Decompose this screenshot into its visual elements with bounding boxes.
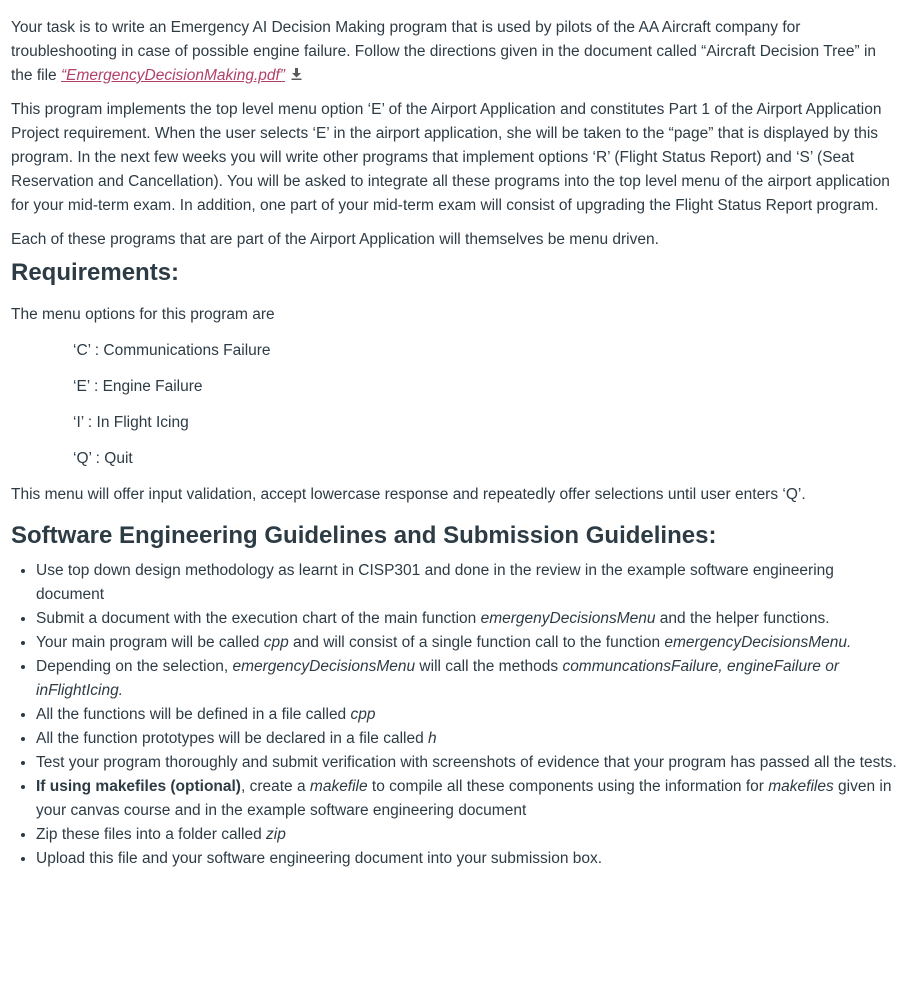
intro-text: Your task is to write an Emergency AI Decision Making program that is used by pilots of the AA Aircraft company for troubleshooting in case of possible engine failure. Follow the directions given in the document called “Aircraft Decision Tree” in the file <box>11 19 877 84</box>
list-item-text: Zip these files into a folder called <box>36 826 267 843</box>
list-item-text: and the helper functions. <box>655 610 830 627</box>
list-item <box>36 703 897 727</box>
list-item <box>36 823 897 847</box>
list-item <box>36 727 897 751</box>
list-item-text: and will consist of a single function call to the function <box>288 634 665 651</box>
method-names: communcationsFailure, engineFailure or inFlightIcing. <box>36 658 839 699</box>
list-item <box>36 655 897 703</box>
list-item-text: Submit a document with the execution chart of the main function <box>36 610 481 627</box>
menu-option-e: ‘E’ : Engine Failure <box>73 378 203 395</box>
file-name: cpp <box>350 706 376 723</box>
file-name: makefile <box>309 778 368 795</box>
list-item <box>36 775 897 823</box>
term: makefiles <box>768 778 834 795</box>
list-item-text: Your main program will be called <box>36 634 264 651</box>
list-item-text: will call the methods <box>415 658 563 675</box>
guidelines-list <box>11 559 897 871</box>
menu-validation-note: This menu will offer input validation, accept lowercase response and repeatedly offer selections until user enters ‘Q’. <box>11 486 806 503</box>
list-item-text: All the functions will be defined in a file called <box>36 706 351 723</box>
list-item <box>36 631 897 655</box>
file-name: cpp <box>263 634 289 651</box>
list-item <box>36 607 897 631</box>
intro-paragraph-2: This program implements the top level menu option ‘E’ of the Airport Application and constitutes Part 1 of the Airport Application Project requirement. When the user selects ‘E’ in the airport application, she will be taken to the “page” that is displayed by this program. In the next few weeks you will write other programs that implement options ‘R’ (Flight Status Report) and ‘S’ (Seat Reservation and Cancellation). You will be asked to integrate all these programs into the top level menu of the airport application for your mid-term exam. In addition, one part of your mid-term exam will consist of upgrading the Flight Status Report program. <box>11 101 890 214</box>
list-item: • Test your program thoroughly and submit verification with screenshots of evidence that your program has passed all the tests. <box>36 751 897 775</box>
file-name: h <box>428 730 437 747</box>
list-item-text: Depending on the selection, <box>36 658 233 675</box>
function-name: emergenyDecisionsMenu <box>480 610 656 627</box>
bold-text: If using makefiles (optional) <box>36 778 241 795</box>
pdf-file-link[interactable]: “EmergencyDecisionMaking.pdf” <box>60 67 285 84</box>
intro-paragraph-3: Each of these programs that are part of the Airport Application will themselves be menu driven. <box>11 231 659 248</box>
menu-option-q: ‘Q’ : Quit <box>73 450 133 467</box>
menu-option-i: ‘I’ : In Flight Icing <box>73 414 189 431</box>
list-item-text: to compile all these components using the information for <box>367 778 769 795</box>
requirements-heading: Requirements: <box>11 259 180 286</box>
menu-option-c: ‘C’ : Communications Failure <box>73 342 271 359</box>
guidelines-heading: Software Engineering Guidelines and Submission Guidelines: <box>11 522 717 549</box>
list-item: • Use top down design methodology as learnt in CISP301 and done in the review in the example software engineering document <box>36 559 897 607</box>
list-item: • Upload this file and your software engineering document into your submission box. <box>36 847 897 871</box>
function-name: emergencyDecisionsMenu. <box>664 634 852 651</box>
list-item-text: All the function prototypes will be declared in a file called <box>36 730 429 747</box>
file-name: zip <box>266 826 286 843</box>
function-name: emergencyDecisionsMenu <box>232 658 416 675</box>
menu-options-intro: The menu options for this program are <box>11 306 275 323</box>
download-icon[interactable] <box>291 64 302 88</box>
list-item-text: , create a <box>240 778 310 795</box>
list-item-text: given in your canvas course and in the example software engineering document <box>36 778 892 819</box>
intro-paragraph-1 <box>11 16 897 88</box>
